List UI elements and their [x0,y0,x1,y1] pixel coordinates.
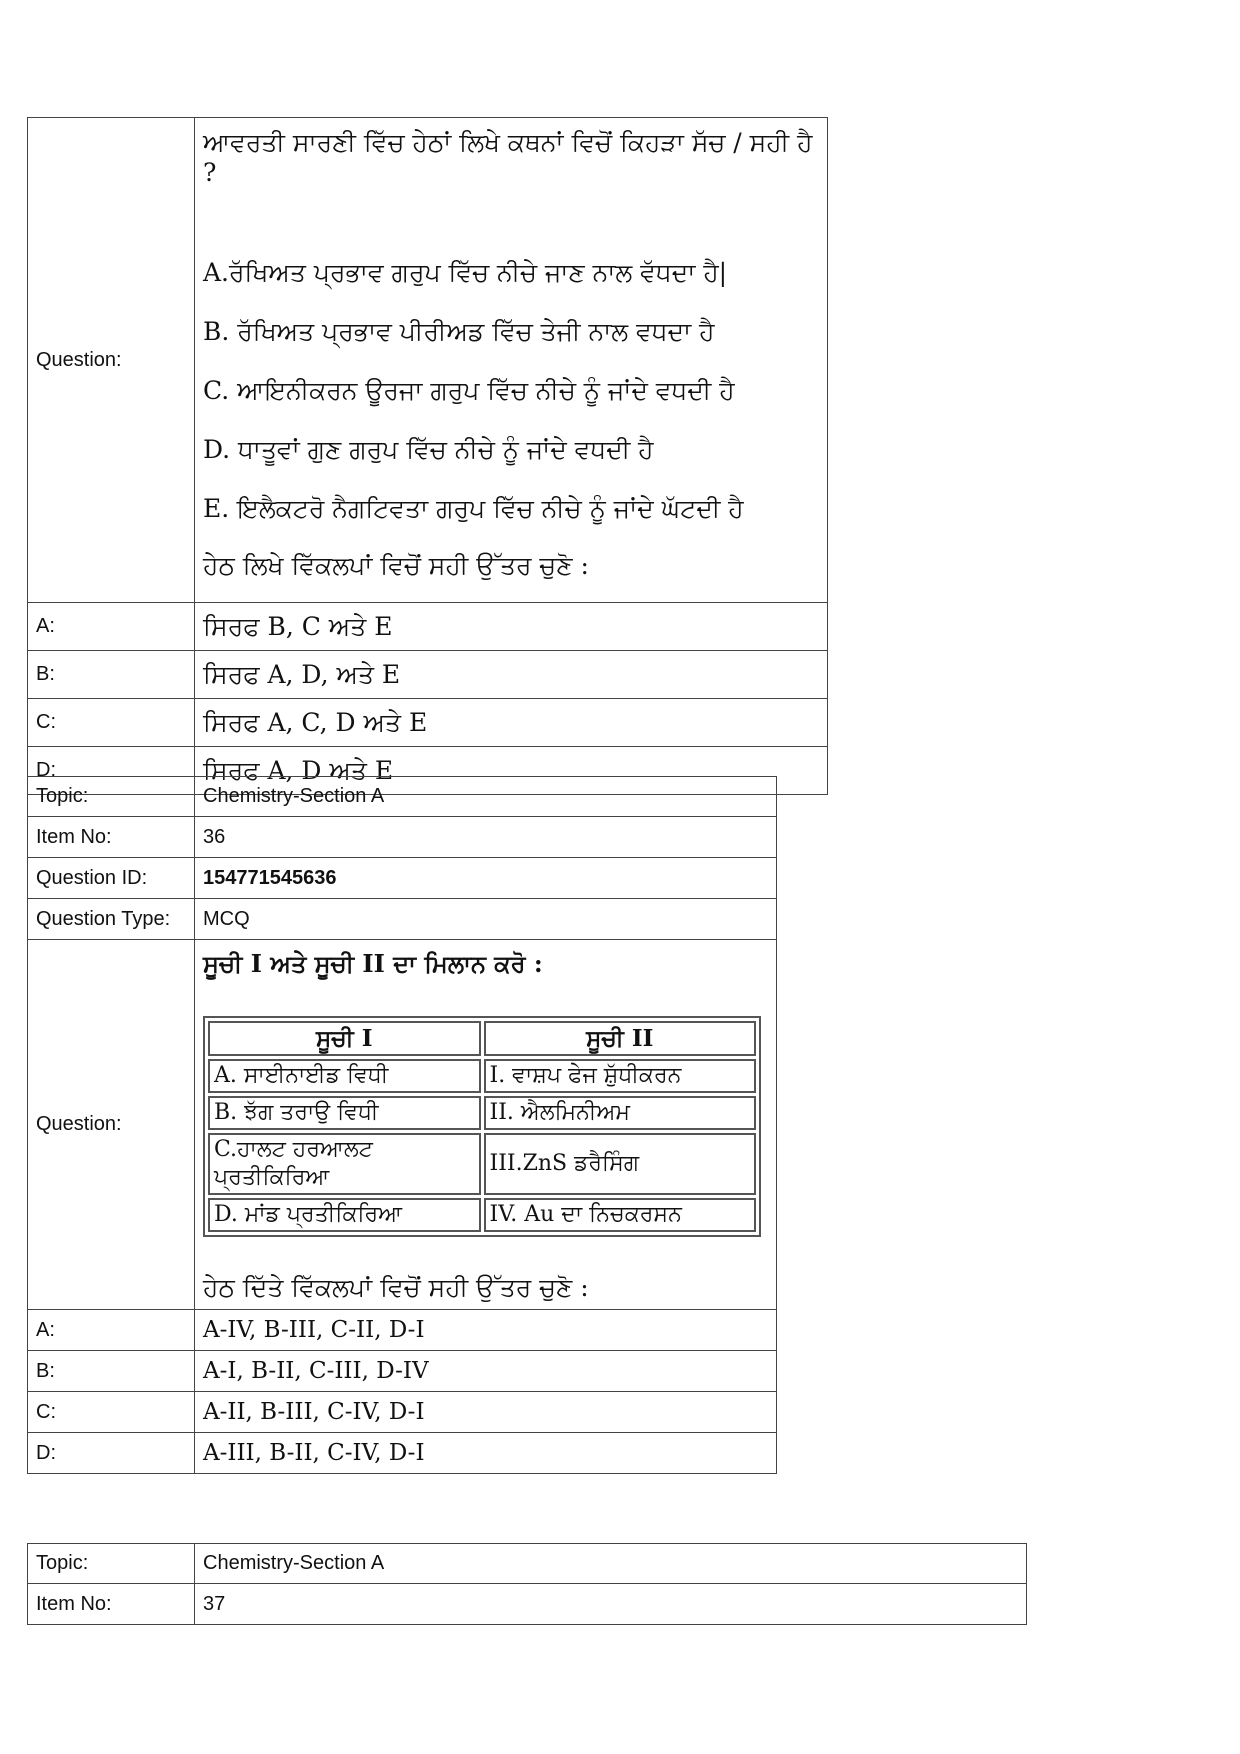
topic-row [28,1544,1027,1584]
option-text: ਸਿਰਫ B, C ਅਤੇ E [195,603,828,651]
question-text [195,118,828,603]
match-intro: ਸੂਚੀ I ਅਤੇ ਸੂਚੀ II ਦਾ ਮਿਲਾਨ ਕਰੋ : [203,949,543,978]
match-left: A. ਸਾਈਨਾਈਡ ਵਿਧੀ [208,1059,481,1093]
match-right: I. ਵਾਸ਼ਪ ਫੇਜ ਸ਼ੁੱਧੀਕਰਨ [484,1059,757,1093]
option-row [28,1433,777,1474]
option-label: C: [28,699,195,747]
match-header-row [208,1021,756,1056]
option-text: ਸਿਰਫ A, D ਅਤੇ E [195,747,828,795]
item-label: Item No: [28,1584,195,1625]
statement-d: D. ਧਾਤੂਵਾਂ ਗੁਣ ਗਰੁਪ ਵਿੱਚ ਨੀਚੇ ਨੂੰ ਜਾਂਦੇ ਵਧਦੀ ਹੈ [203,435,654,464]
option-text: A-I, B-II, C-III, D-IV [195,1351,777,1392]
item-label: Item No: [28,817,195,858]
option-row [28,651,828,699]
item-value: 37 [195,1584,1027,1625]
option-label: D: [28,1433,195,1474]
option-label: B: [28,1351,195,1392]
option-row [28,1351,777,1392]
question-table-36 [27,776,777,1474]
match-table [203,1016,761,1237]
question-table-37 [27,1543,1027,1625]
question-type-label: Question Type: [28,899,195,940]
match-header-list2: ਸੂਚੀ II [484,1021,757,1056]
match-row [208,1198,756,1232]
match-row [208,1059,756,1093]
item-row [28,1584,1027,1625]
topic-value: Chemistry-Section A [195,777,777,817]
item-row [28,817,777,858]
option-text: A-III, B-II, C-IV, D-I [195,1433,777,1474]
item-value: 36 [195,817,777,858]
statement-c: C. ਆਇਨੀਕਰਨ ਊਰਜਾ ਗਰੁਪ ਵਿੱਚ ਨੀਚੇ ਨੂੰ ਜਾਂਦੇ ਵਧਦੀ ਹੈ [203,376,735,405]
question-id-row [28,858,777,899]
question-row [28,118,828,603]
question-id-label: Question ID: [28,858,195,899]
option-row [28,1392,777,1433]
question-id-value: 154771545636 [195,858,777,899]
option-label: B: [28,651,195,699]
question-label: Question: [28,118,195,603]
question-label: Question: [28,940,195,1310]
match-right: II. ਐਲਮਿਨੀਅਮ [484,1096,757,1130]
option-row [28,1310,777,1351]
option-text: ਸਿਰਫ A, D, ਅਤੇ E [195,651,828,699]
option-label: C: [28,1392,195,1433]
option-label: A: [28,1310,195,1351]
statement-e: E. ਇਲੈਕਟਰੋ ਨੈਗਟਿਵਤਾ ਗਰੁਪ ਵਿੱਚ ਨੀਚੇ ਨੂੰ ਜਾਂਦੇ ਘੱਟਦੀ ਹੈ [203,494,744,523]
option-label: D: [28,747,195,795]
option-label: A: [28,603,195,651]
option-row [28,603,828,651]
match-left: C.ਹਾਲਟ ਹਰਆਲਟ ਪ੍ਰਤੀਕਿਰਿਆ [208,1133,481,1195]
match-row [208,1096,756,1130]
choose-prompt: ਹੇਠ ਲਿਖੇ ਵਿੱਕਲਪਾਂ ਵਿਚੋਂ ਸਹੀ ਉੱਤਰ ਚੁਣੋ : [203,551,589,580]
question-table-35 [27,117,828,795]
statement-a: A.ਰੱਖਿਅਤ ਪ੍ਰਭਾਵ ਗਰੁਪ ਵਿੱਚ ਨੀਚੇ ਜਾਣ ਨਾਲ ਵੱਧਦਾ ਹੈ| [203,258,728,287]
choose-prompt: ਹੇਠ ਦਿੱਤੇ ਵਿੱਕਲਪਾਂ ਵਿਚੋਂ ਸਹੀ ਉੱਤਰ ਚੁਣੋ : [203,1273,589,1302]
topic-value: Chemistry-Section A [195,1544,1027,1584]
statement-b: B. ਰੱਖਿਅਤ ਪ੍ਰਭਾਵ ਪੀਰੀਅਡ ਵਿੱਚ ਤੇਜੀ ਨਾਲ ਵਧਦਾ ਹੈ [203,317,715,346]
option-text: ਸਿਰਫ A, C, D ਅਤੇ E [195,699,828,747]
match-header-list1: ਸੂਚੀ I [208,1021,481,1056]
match-row [208,1133,756,1195]
option-row [28,699,828,747]
match-left: D. ਮਾਂਡ ਪ੍ਰਤੀਕਿਰਿਆ [208,1198,481,1232]
question-stem: ਆਵਰਤੀ ਸਾਰਣੀ ਵਿੱਚ ਹੇਠਾਂ ਲਿਖੇ ਕਥਨਾਂ ਵਿਚੋਂ ਕਿਹੜਾ ਸੱਚ / ਸਹੀ ਹੈ ? [203,128,813,187]
question-type-value: MCQ [195,899,777,940]
match-left: B. ਝੱਗ ਤਰਾਉ ਵਿਧੀ [208,1096,481,1130]
match-right: III.ZnS ਡਰੈਸਿੰਗ [484,1133,757,1195]
question-type-row [28,899,777,940]
match-right: IV. Au ਦਾ ਨਿਚਕਰਸਨ [484,1198,757,1232]
question-row [28,940,777,1310]
option-text: A-IV, B-III, C-II, D-I [195,1310,777,1351]
option-text: A-II, B-III, C-IV, D-I [195,1392,777,1433]
topic-label: Topic: [28,1544,195,1584]
topic-row [28,777,777,817]
question-text [195,940,777,1310]
topic-label: Topic: [28,777,195,817]
